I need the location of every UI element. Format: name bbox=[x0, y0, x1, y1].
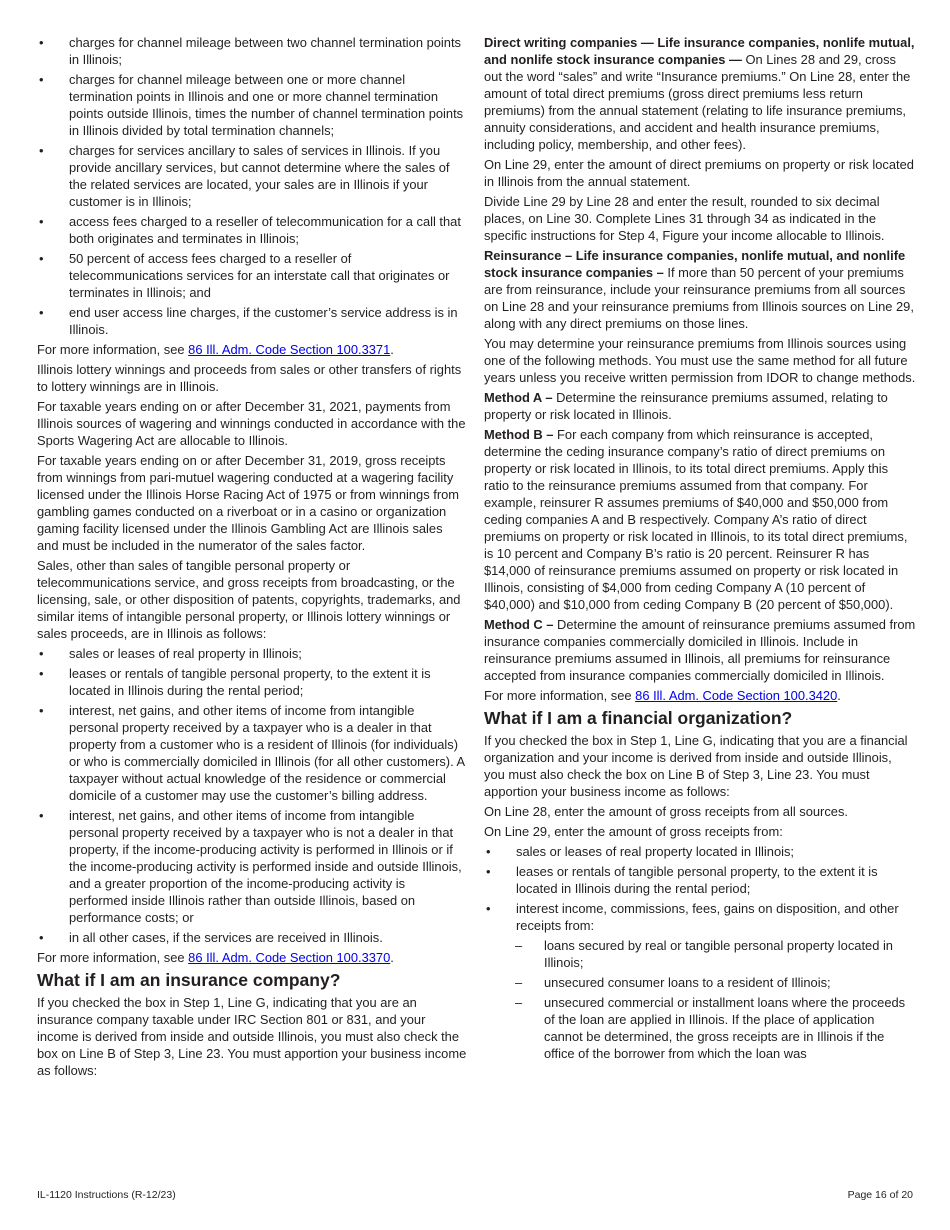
insurance-intro: If you checked the box in Step 1, Line G, indicating that you are an insurance company taxable under IRC Section 801 or 831, and your income is derived from inside and outside Illinois, you must also check the box on Line B of Step 3, Line 23. You must apportion your business income as follows: bbox=[37, 995, 467, 1078]
left-column bbox=[37, 34, 467, 1082]
list-item: • 50 percent of access fees charged to a reseller of telecommunications services for an interstate call that originates or terminates in Illinois; and bbox=[37, 250, 467, 301]
direct-writing-paragraph: Direct writing companies — Life insurance companies, nonlife mutual, and nonlife stock insurance companies — On Lines 28 and 29, cross out the word “sales” and write “Insurance premiums.” On Line 28, enter the amount of total direct premiums (gross direct premiums less return premiums) from the annual statement (relating to life insurance premiums, annuity considerations, and accident and health insurance premiums, including policy, membership, and other fees). bbox=[484, 35, 915, 152]
list-item: • charges for channel mileage between one or more channel termination points in Illinois and one or more channel termination points outside Illinois, times the number of channel termination points in Illinois divided by total termination channels; bbox=[37, 71, 467, 139]
method-a: Method A – Determine the reinsurance premiums assumed, relating to property or risk located in Illinois. bbox=[484, 390, 888, 422]
financial-intro: If you checked the box in Step 1, Line G, indicating that you are a financial organization and your income is derived from inside and outside Illinois, you must also check the box on Line B of Step 3, Line 23. You must apportion your business income as follows: bbox=[484, 733, 908, 799]
loan-receipts-list bbox=[512, 937, 916, 1062]
list-item: • interest, net gains, and other items of income from intangible personal property received by a taxpayer who is not a dealer in that property, if the income-producing activity is performed in Illinois or if the income-producing activity is performed inside and outside Illinois, and a greater proportion of the income-producing activity is performed inside Illinois rather than outside Illinois, based on performance costs; or bbox=[37, 807, 467, 926]
list-item: • end user access line charges, if the customer’s service address is in Illinois. bbox=[37, 304, 467, 338]
line29-paragraph: On Line 29, enter the amount of direct premiums on property or risk located in Illinois from the annual statement. bbox=[484, 157, 914, 189]
list-item: • sales or leases of real property located in Illinois; bbox=[484, 843, 916, 860]
page-number-footer: Page 16 of 20 bbox=[847, 1189, 913, 1201]
more-info-paragraph: For more information, see 86 Ill. Adm. Code Section 100.3370. bbox=[37, 950, 394, 965]
list-item: – unsecured commercial or installment loans where the proceeds of the loan are applied in Illinois. If the place of application cannot be determined, the gross receipts are in Illinois if the office of the borrower from which the loan was bbox=[512, 994, 916, 1062]
adm-code-3370-link[interactable]: 86 Ill. Adm. Code Section 100.3370 bbox=[188, 950, 391, 965]
list-item: • interest, net gains, and other items of income from intangible personal property received by a taxpayer who is a dealer in that property from a customer who is a resident of Illinois (for individuals) or who is commercially domiciled in Illinois (for all other customers). A taxpayer without actual knowledge of the residence or commercial domicile of a customer may use the customer’s billing address. bbox=[37, 702, 467, 804]
gross-receipts-list bbox=[484, 843, 916, 934]
telecom-sales-list bbox=[37, 34, 467, 338]
list-item: • leases or rentals of tangible personal property, to the extent it is located in Illinois during the rental period; bbox=[484, 863, 916, 897]
sports-wagering-paragraph: For taxable years ending on or after December 31, 2021, payments from Illinois sources of wagering and winnings conducted in accordance with the Sports Wagering Act are allocable to Illinois. bbox=[37, 399, 466, 448]
method-b: Method B – For each company from which reinsurance is accepted, determine the ceding insurance company’s ratio of direct premiums on property or risk located in Illinois, to its total direct premiums. Apply this ratio to the reinsurance premiums assumed from that company. For example, reinsurer R assumes premiums of $40,000 and $50,000 from ceding companies A and B respectively. Company A’s ratio of direct premiums on property or risk located in Illinois, to its total direct premiums, is 10 percent and Company B’s ratio is 20 percent. Reinsurer R has $14,000 of reinsurance premiums assumed on property or risk located in Illinois, consisting of $4,000 from ceding Company A (10 percent of $40,000) and $10,000 from ceding Company B (20 percent of $50,000). bbox=[484, 427, 908, 612]
line28-paragraph: On Line 28, enter the amount of gross receipts from all sources. bbox=[484, 804, 848, 819]
reinsurance-paragraph: Reinsurance – Life insurance companies, nonlife mutual, and nonlife stock insurance companies – If more than 50 percent of your premiums are from reinsurance, include your reinsurance premiums from all sources on Line 28 and your reinsurance premiums from Illinois sources on Line 29, along with any direct premiums on those lines. bbox=[484, 248, 914, 331]
divide-paragraph: Divide Line 29 by Line 28 and enter the result, rounded to six decimal places, on Line 30. Complete Lines 31 through 34 as indicated in the specific instructions for Step 4, Figure your income allocable to Illinois. bbox=[484, 194, 885, 243]
line29b-paragraph: On Line 29, enter the amount of gross receipts from: bbox=[484, 824, 783, 839]
list-item: • leases or rentals of tangible personal property, to the extent it is located in Illinois during the rental period; bbox=[37, 665, 467, 699]
list-item: – loans secured by real or tangible personal property located in Illinois; bbox=[512, 937, 916, 971]
insurance-heading: What if I am an insurance company? bbox=[37, 970, 341, 990]
list-item: • charges for channel mileage between two channel termination points in Illinois; bbox=[37, 34, 467, 68]
list-item: • access fees charged to a reseller of telecommunication for a call that both originates and terminates in Illinois; bbox=[37, 213, 467, 247]
methods-intro: You may determine your reinsurance premiums from Illinois sources using one of the following methods. You must use the same method for all future years unless you receive written permission from IDOR to change methods. bbox=[484, 336, 916, 385]
list-item: – unsecured consumer loans to a resident of Illinois; bbox=[512, 974, 916, 991]
adm-code-3420-link[interactable]: 86 Ill. Adm. Code Section 100.3420 bbox=[635, 688, 838, 703]
right-column bbox=[484, 34, 916, 1065]
financial-heading: What if I am a financial organization? bbox=[484, 708, 793, 728]
other-sales-list bbox=[37, 645, 467, 946]
more-info-paragraph: For more information, see 86 Ill. Adm. Code Section 100.3371. bbox=[37, 342, 394, 357]
other-sales-paragraph: Sales, other than sales of tangible personal property or telecommunications service, and gross receipts from broadcasting, or the licensing, sale, or other disposition of patents, copyrights, trademarks, and similar items of intangible personal property, or Illinois lottery winnings or sales proceeds, are in Illinois as follows: bbox=[37, 558, 461, 641]
list-item: • interest income, commissions, fees, gains on disposition, and other receipts from: bbox=[484, 900, 916, 934]
list-item: • charges for services ancillary to sales of services in Illinois. If you provide ancillary services, but cannot determine where the sales of the related services are located, your sales are in Illinois if your customer is in Illinois; bbox=[37, 142, 467, 210]
list-item: • in all other cases, if the services are received in Illinois. bbox=[37, 929, 467, 946]
adm-code-3371-link[interactable]: 86 Ill. Adm. Code Section 100.3371 bbox=[188, 342, 391, 357]
list-item: • sales or leases of real property in Illinois; bbox=[37, 645, 467, 662]
more-info-paragraph: For more information, see 86 Ill. Adm. Code Section 100.3420. bbox=[484, 688, 841, 703]
lottery-paragraph: Illinois lottery winnings and proceeds from sales or other transfers of rights to lottery winnings are in Illinois. bbox=[37, 362, 462, 394]
method-c: Method C – Determine the amount of reinsurance premiums assumed from insurance companies commercially domiciled in Illinois. Include in reinsurance premiums assumed in Illinois, all premiums for reinsurance accepted from insurance companies commercially domiciled in Illinois. bbox=[484, 617, 916, 683]
pari-mutuel-paragraph: For taxable years ending on or after December 31, 2019, gross receipts from winnings from pari-mutuel wagering conducted at a wagering facility licensed under the Illinois Horse Racing Act of 1975 or from winnings from gambling games conducted on a riverboat or in a casino or organization gaming facility licensed under the Illinois Gambling Act are Illinois sales and must be included in the numerator of the sales factor. bbox=[37, 453, 460, 553]
form-id-footer: IL-1120 Instructions (R-12/23) bbox=[37, 1189, 176, 1201]
